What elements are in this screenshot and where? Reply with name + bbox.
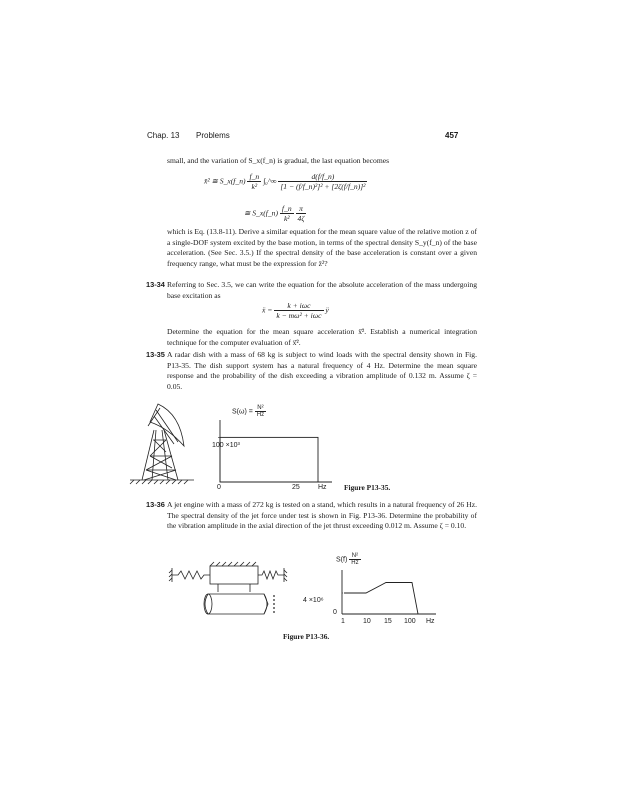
- fig36-x-tick: 10: [363, 618, 371, 625]
- equation-approx: [244, 204, 306, 223]
- eq1-factor-top: f_n: [249, 172, 260, 181]
- jet-engine-drawing: [168, 560, 288, 632]
- fig36-caption: Figure P13-36.: [283, 632, 330, 641]
- fig35-ylabel-unit: [255, 405, 266, 418]
- eq1-num: d(f/f_n): [278, 172, 367, 182]
- eq2-factor: [280, 204, 294, 223]
- fig36-x-unit: Hz: [426, 618, 435, 625]
- p34-eq-den: k − mω² + iωc: [276, 311, 322, 320]
- fig35-x-tick-0: 0: [217, 484, 221, 491]
- fig35-x-tick-25: 25: [292, 484, 300, 491]
- equation-absolute-accel: [262, 301, 329, 320]
- radar-tower-drawing: [120, 400, 200, 485]
- eq1-den: [1 − (f/f_n)²]² + [2ζ(f/f_n)]²: [280, 182, 366, 191]
- eq1-factor-bot: k²: [251, 182, 258, 191]
- fig35-unit-num: N²: [255, 405, 266, 412]
- fig36-x-tick: 1: [341, 618, 345, 625]
- intro-paragraph: which is Eq. (13.8-11). Derive a similar equation for the mean square value of the relative motion z of a single-DOF system excited by the base motion, in terms of the spectral density S_y(f_n) of the base acceleration. (See Sec. 3.5.) If the spectral density of the base acceleration is constant over a given frequency range, what must be the expression for z̄²?: [167, 227, 477, 268]
- fig35-ylabel-prefix: S(ω) =: [232, 408, 253, 416]
- section-label: Problems: [196, 131, 230, 140]
- eq1-factor: [247, 172, 261, 191]
- fig36-x-tick: 100: [404, 618, 416, 625]
- problem-text: Referring to Sec. 3.5, we can write the equation for the absolute acceleration of the mass undergoing base excitation as: [167, 280, 477, 300]
- eq2-top2: π: [296, 204, 307, 214]
- p34-eq-frac: [274, 301, 323, 320]
- fig36-psd-line: [344, 583, 418, 615]
- p34-eq-rhs: ÿ: [325, 305, 329, 315]
- problem-text: A jet engine with a mass of 272 kg is tested on a stand, which results in a natural frequency of 26 Hz. The spectral density of the jet force under test is shown in Fig. P13-36. Determine the probability of the vibration amplitude in the axial direction of the jet thrust exceeding 0.012 m. Assume ζ = 0.10.: [167, 500, 477, 531]
- problem-number: 13-34: [146, 280, 165, 289]
- eq1-integral: ∫₀^∞: [263, 176, 277, 186]
- eq2-top: f_n: [281, 204, 292, 213]
- p34-paragraph: Determine the equation for the mean square acceleration ẍ̄². Establish a numerical integration technique for the computer evaluation of ẍ̄².: [167, 327, 477, 347]
- eq2-bot: k²: [283, 214, 290, 223]
- eq2-factor2: [296, 204, 307, 223]
- fig35-x-unit: Hz: [318, 484, 327, 491]
- fig36-ylabel-prefix: S(f): [336, 556, 348, 564]
- equation-mean-square: [204, 172, 367, 191]
- fig35-y-tick: 100 ×10³: [212, 442, 240, 449]
- fig36-ylabel-unit: [349, 553, 360, 566]
- fig36-x-tick: 15: [384, 618, 392, 625]
- problem-number: 13-35: [146, 350, 165, 359]
- fig36-ylabel: [336, 553, 361, 566]
- fig36-unit-den: Hz: [351, 560, 359, 566]
- problem-text: A radar dish with a mass of 68 kg is subject to wind loads with the spectral density shown in Fig. P13-35. The dish support system has a natural frequency of 4 Hz. Determine the mean square response and the probability of the dish exceeding a vibration amplitude of 0.132 m. Assume ζ = 0.05.: [167, 350, 477, 391]
- fig36-y-tick: 4 ×10⁶: [303, 597, 324, 604]
- problem-number: 13-36: [146, 500, 165, 509]
- fig35-unit-den: Hz: [256, 412, 265, 418]
- p34-eq-lhs: ẍ =: [262, 305, 273, 315]
- eq2-bot2: 4ζ: [297, 214, 305, 223]
- eq2-lhs: ≅ S_x(f_n): [244, 208, 278, 218]
- p34-eq-num: k + iωc: [274, 301, 323, 311]
- fig35-ylabel: [232, 405, 266, 418]
- fig35-caption: Figure P13-35.: [344, 483, 391, 492]
- intro-line: small, and the variation of S_x(f_n) is gradual, the last equation becomes: [167, 156, 390, 165]
- eq1-integrand: [278, 172, 367, 191]
- fig36-chart: [320, 570, 440, 622]
- fig36-unit-num: N²: [349, 553, 360, 560]
- page-number: 457: [445, 131, 459, 140]
- fig36-y-zero: 0: [333, 609, 337, 616]
- eq1-lhs: x̄² ≅ S_x(f_n): [204, 176, 246, 186]
- chapter-label: Chap. 13: [147, 131, 180, 140]
